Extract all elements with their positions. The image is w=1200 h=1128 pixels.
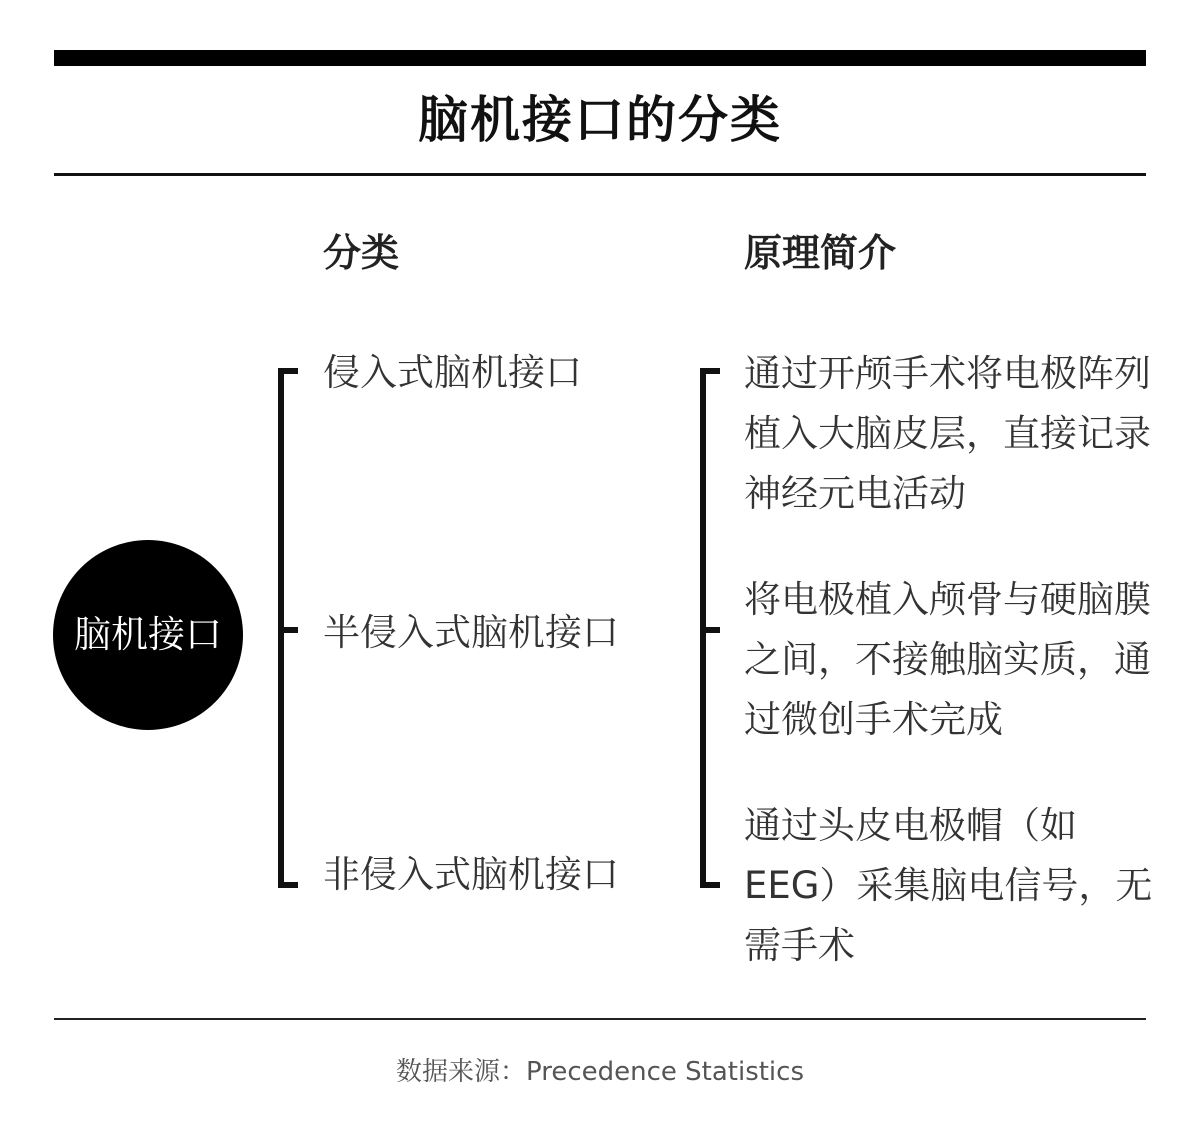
source-note: 数据来源：Precedence Statistics <box>395 1057 804 1087</box>
bottom-divider <box>54 1018 1146 1020</box>
principle-bracket-top-tick <box>700 368 720 374</box>
category-bracket-top-tick <box>278 368 298 374</box>
principle-header: 原理简介 <box>744 231 897 275</box>
category-non-invasive: 非侵入式脑机接口 <box>323 853 619 896</box>
root-node <box>53 540 243 730</box>
root-node-label: 脑机接口 <box>74 613 222 656</box>
category-header: 分类 <box>323 231 400 275</box>
diagram-title: 脑机接口的分类 <box>418 91 782 149</box>
category-bracket-bottom-tick <box>278 882 298 888</box>
top-bar <box>54 50 1146 66</box>
category-bracket-mid-tick <box>278 627 298 633</box>
principle-bracket-mid-tick <box>700 627 720 633</box>
principle-semi-invasive: 将电极植入颅骨与硬脑膜之间，不接触脑实质，通过微创手术完成 <box>744 578 1151 741</box>
principle-invasive: 通过开颅手术将电极阵列植入大脑皮层，直接记录神经元电活动 <box>744 352 1151 515</box>
category-semi-invasive: 半侵入式脑机接口 <box>323 611 619 654</box>
principle-non-invasive: 通过头皮电极帽（如EEG）采集脑电信号，无需手术 <box>744 804 1153 967</box>
category-invasive: 侵入式脑机接口 <box>323 351 582 394</box>
principle-bracket-bottom-tick <box>700 882 720 888</box>
title-divider <box>54 173 1146 176</box>
